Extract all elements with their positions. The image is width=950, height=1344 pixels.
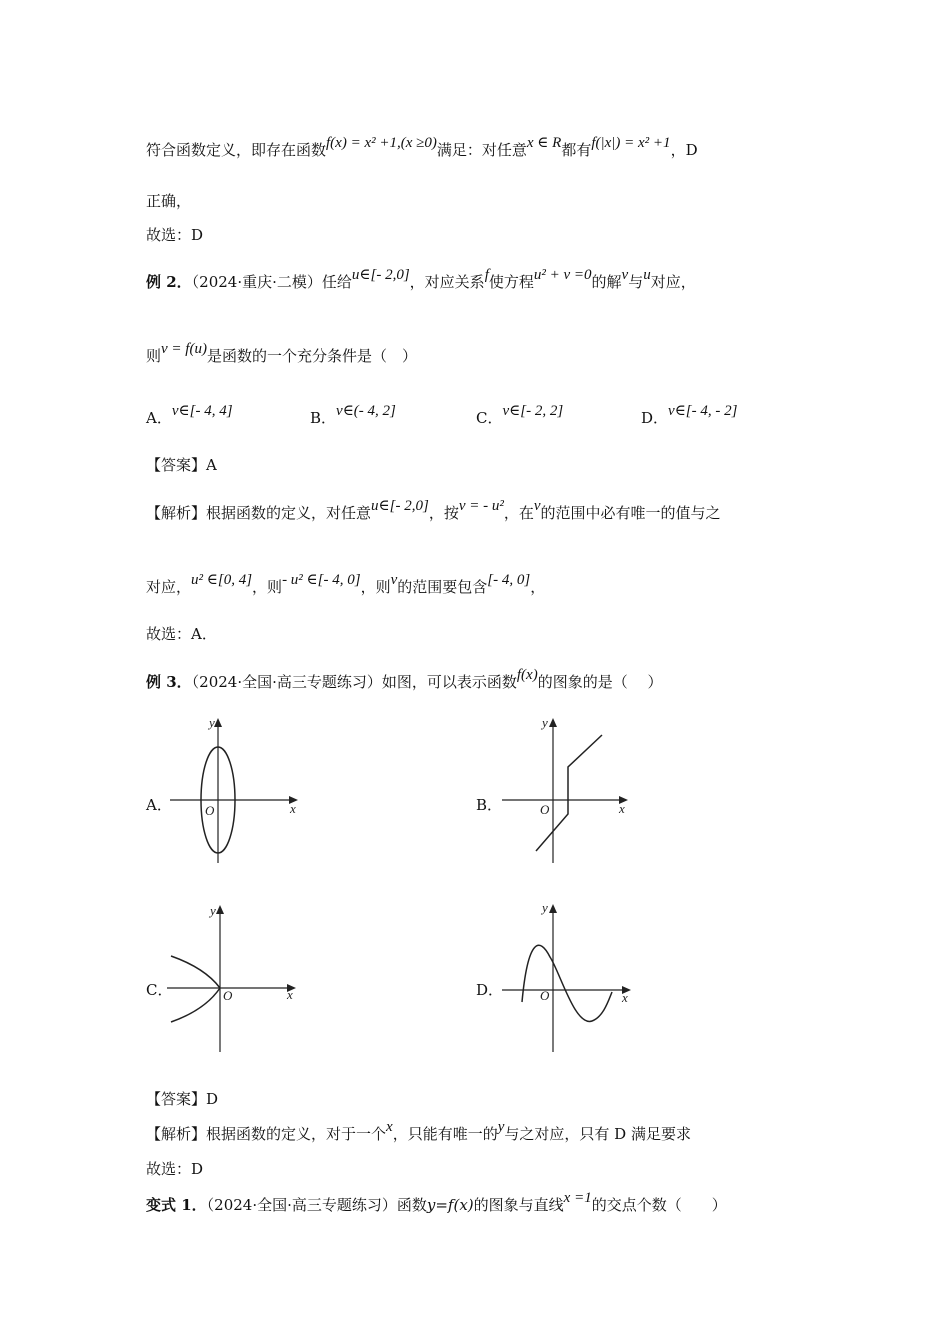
text: 根据函数的定义，对于一个: [206, 1125, 387, 1143]
x-label: x: [287, 987, 293, 1002]
y-label: y: [210, 903, 216, 918]
paragraph-line: 正确，: [146, 192, 192, 210]
text: （2024·全国·高三专题练习）函数: [206, 1196, 427, 1214]
formula: v∈[- 4, 4]: [171, 403, 233, 419]
text: 的范围中必有唯一的值与之: [540, 504, 721, 522]
option-label: A．: [146, 409, 172, 427]
option-label: B．: [310, 409, 337, 427]
text: 的解: [591, 273, 622, 291]
text: 使方程: [488, 273, 534, 291]
formula: x: [386, 1119, 393, 1135]
graph-d: [500, 897, 645, 1057]
answer: 【答案】D: [146, 1090, 219, 1108]
graph-d-label[interactable]: D．: [476, 981, 504, 999]
option-b[interactable]: [310, 403, 396, 428]
formula: u² ∈[0, 4]: [191, 572, 253, 588]
conclusion: 故选：D: [146, 1160, 204, 1178]
analysis-line: [146, 1119, 691, 1145]
formula: y: [497, 1119, 505, 1135]
y-axis-arrow-icon: [549, 718, 557, 727]
formula: v: [533, 498, 541, 514]
text: （2024·全国·高三专题练习）如图，可以表示函数: [191, 673, 517, 691]
formula: u² + v =0: [533, 267, 592, 283]
origin-label: O: [205, 803, 215, 818]
text: 的图象的是（ ）: [537, 673, 663, 691]
text: 则: [146, 347, 162, 365]
text: ，则: [252, 578, 283, 596]
x-label: x: [622, 990, 628, 1005]
text: 的范围要包含: [397, 578, 488, 596]
formula: x =1: [563, 1190, 592, 1206]
option-c[interactable]: [476, 403, 564, 428]
text: 与之对应，只有 D 满足要求: [504, 1125, 691, 1143]
y-label: y: [542, 900, 548, 915]
formula: u∈[- 2,0]: [371, 498, 429, 514]
origin-label: O: [223, 988, 233, 1003]
paragraph-line: [146, 135, 698, 161]
y-axis-arrow-icon: [216, 905, 224, 914]
x-label: x: [290, 801, 296, 816]
formula: x ∈ R: [526, 135, 562, 151]
parabola-curve: [171, 956, 220, 1022]
example-2-heading: [146, 267, 696, 293]
origin-label: O: [540, 988, 550, 1003]
formula: v = f(u): [161, 341, 207, 357]
formula: f(|x|) = x² +1: [591, 135, 671, 151]
formula: v∈[- 2, 2]: [502, 403, 564, 419]
x-label: x: [619, 801, 625, 816]
text: 与: [628, 273, 644, 291]
formula: v = - u²: [458, 498, 504, 514]
conclusion: 故选：A．: [146, 625, 217, 643]
example-label: 例 3．: [146, 673, 192, 691]
text: ，则: [360, 578, 391, 596]
answer: 【答案】A: [146, 456, 217, 474]
y-label: y: [209, 715, 215, 730]
broken-line-curve: [536, 735, 602, 851]
analysis-heading: 【解析】: [146, 1125, 207, 1143]
text: ，D: [670, 141, 698, 159]
text: ，对应关系: [409, 273, 485, 291]
example-3-heading: [146, 667, 663, 693]
text: 是函数的一个充分条件是（ ）: [206, 347, 417, 365]
graph-a: [170, 715, 310, 865]
graph-c: [165, 900, 310, 1060]
text: 符合函数定义，即存在函数: [146, 141, 327, 159]
analysis-line: [146, 498, 721, 524]
analysis-line: [146, 572, 546, 598]
text: 都有: [561, 141, 592, 159]
text: ，: [530, 578, 546, 596]
formula: f(x): [516, 667, 538, 683]
conclusion: 故选：D: [146, 226, 204, 244]
graph-b: [500, 715, 640, 865]
text: 对应，: [146, 578, 192, 596]
option-d[interactable]: [641, 403, 738, 428]
text: ，按: [428, 504, 459, 522]
formula: f: [484, 267, 489, 283]
cubic-curve: [522, 945, 612, 1021]
text: 根据函数的定义，对任意: [206, 504, 372, 522]
option-a[interactable]: [146, 403, 233, 428]
text: 满足：对任意: [436, 141, 527, 159]
formula: v: [621, 267, 629, 283]
formula: v: [390, 572, 398, 588]
analysis-heading: 【解析】: [146, 504, 207, 522]
y-label: y: [542, 715, 548, 730]
y-axis-arrow-icon: [549, 904, 557, 913]
graph-c-label[interactable]: C．: [146, 981, 173, 999]
example-label: 例 2．: [146, 273, 192, 291]
text: （2024·重庆·二模）任给: [191, 273, 352, 291]
formula: - u² ∈[- 4, 0]: [282, 572, 361, 588]
formula: [- 4, 0]: [487, 572, 531, 588]
y-axis-arrow-icon: [214, 718, 222, 727]
formula: u: [643, 267, 651, 283]
graph-a-label[interactable]: A．: [146, 796, 172, 814]
text: ，在: [503, 504, 534, 522]
formula: u∈[- 2,0]: [351, 267, 410, 283]
option-label: D．: [641, 409, 669, 427]
text: 对应，: [650, 273, 696, 291]
variant-label: 变式 1．: [146, 1196, 207, 1214]
example-2-question: [146, 341, 417, 367]
formula: f(x) = x² +1,(x ≥0): [326, 135, 437, 151]
formula: y=f(x): [426, 1196, 474, 1214]
formula: v∈(- 4, 2]: [336, 403, 396, 419]
variant-1-heading: [146, 1190, 727, 1216]
origin-label: O: [540, 802, 550, 817]
text: 的交点个数（ ）: [591, 1196, 727, 1214]
formula: v∈[- 4, - 2]: [668, 403, 738, 419]
option-label: C．: [476, 409, 503, 427]
graph-b-label[interactable]: B．: [476, 796, 503, 814]
text: 的图象与直线: [473, 1196, 564, 1214]
text: ，只能有唯一的: [392, 1125, 498, 1143]
